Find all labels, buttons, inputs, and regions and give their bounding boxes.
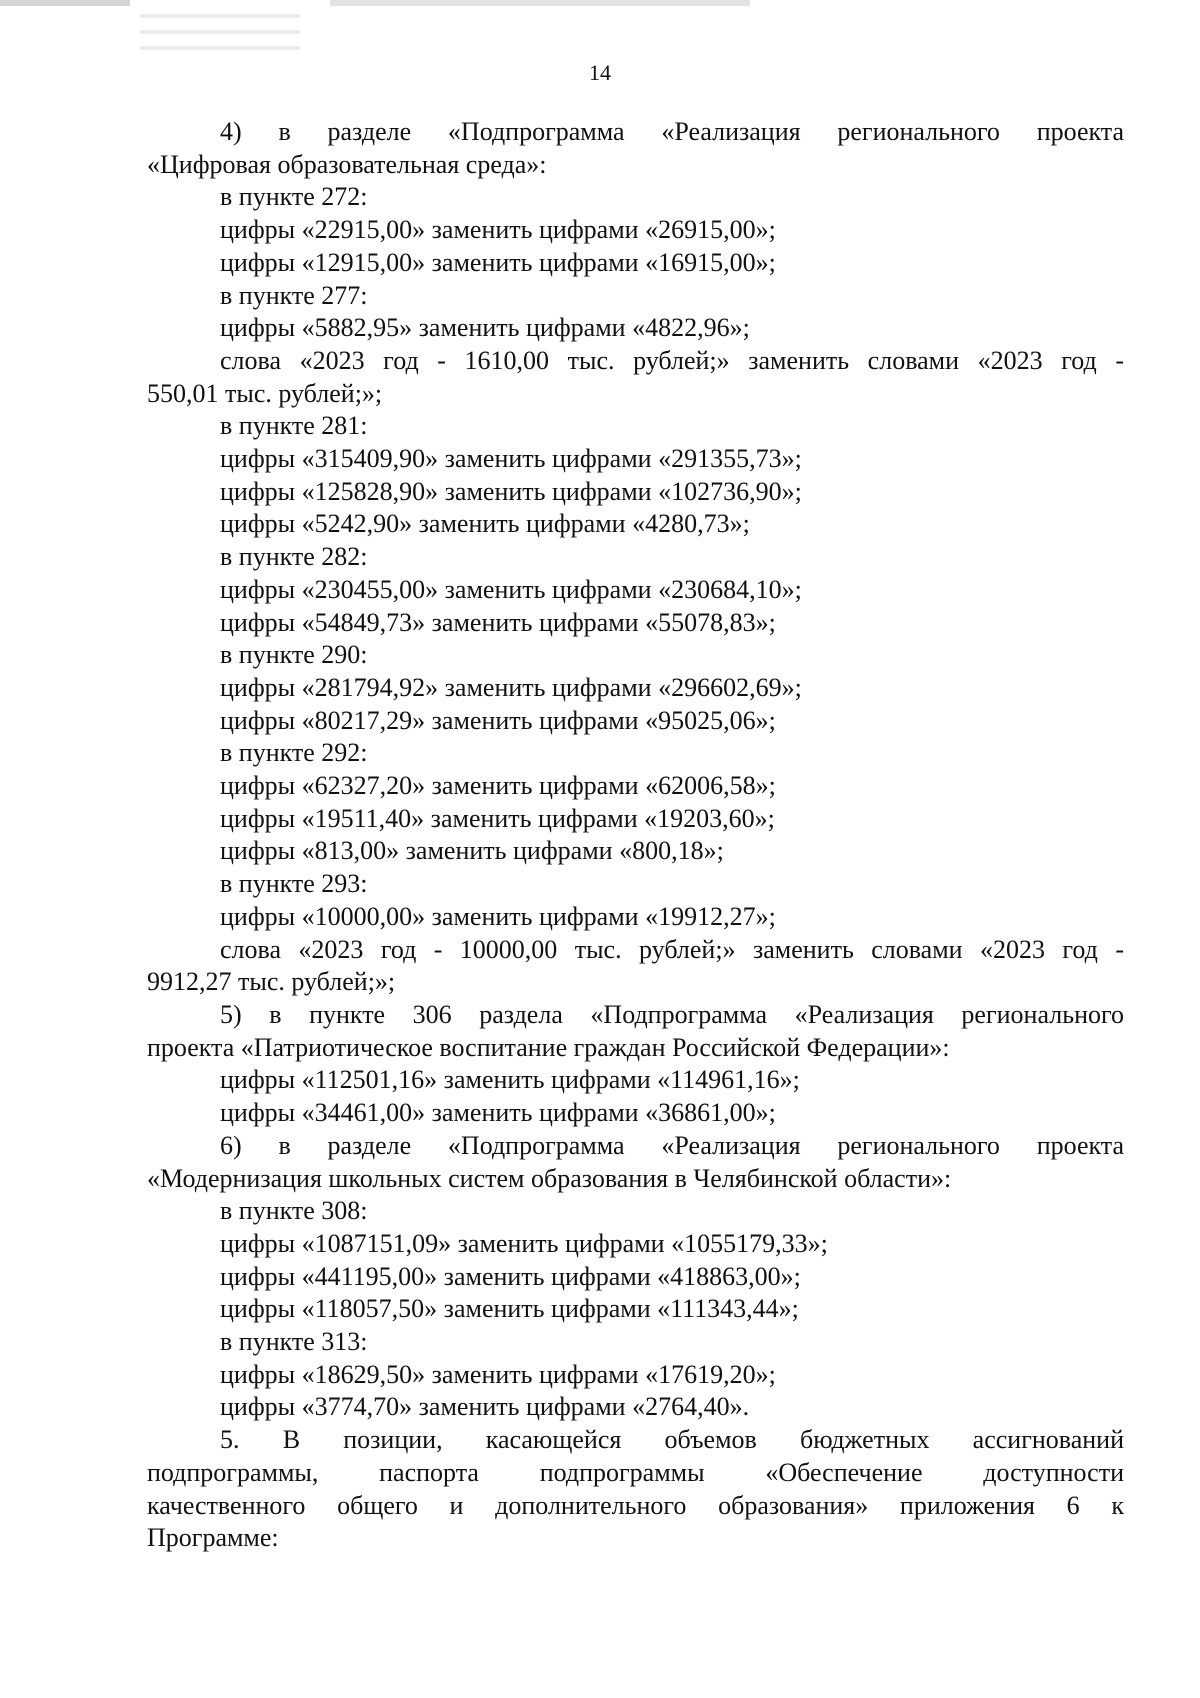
text-line: цифры «441195,00» заменить цифрами «418863,00»;	[220, 1261, 801, 1291]
paragraph	[147, 1326, 1124, 1359]
text-line: «Модернизация школьных систем образования в Челябинской области»:	[147, 1163, 952, 1193]
text-line: цифры «112501,16» заменить цифрами «114961,16»;	[220, 1065, 800, 1095]
paragraph	[147, 1293, 1124, 1326]
text-line: качественного общего и дополнительного образования» приложения 6 к	[147, 1490, 1124, 1520]
text-line: цифры «125828,90» заменить цифрами «102736,90»;	[220, 476, 802, 506]
scan-artifact	[0, 0, 130, 6]
paragraph	[147, 1228, 1124, 1261]
paragraph	[147, 1424, 1124, 1555]
text-line: цифры «1087151,09» заменить цифрами «1055179,33»;	[220, 1228, 828, 1258]
paragraph	[147, 803, 1124, 836]
text-line: цифры «10000,00» заменить цифрами «19912,27»;	[220, 901, 776, 931]
text-line: в пункте 313:	[220, 1327, 368, 1357]
text-line: цифры «5882,95» заменить цифрами «4822,96»;	[220, 313, 750, 343]
text-line: 6) в разделе «Подпрограмма «Реализация регионального проекта	[220, 1130, 1124, 1160]
paragraph	[147, 901, 1124, 934]
text-line: в пункте 282:	[220, 542, 368, 572]
scan-artifact	[140, 14, 300, 18]
paragraph	[147, 1064, 1124, 1097]
text-line: в пункте 277:	[220, 280, 368, 310]
paragraph	[147, 116, 1124, 181]
paragraph	[147, 280, 1124, 313]
text-line: цифры «3774,70» заменить цифрами «2764,40».	[220, 1392, 750, 1422]
paragraph	[147, 835, 1124, 868]
paragraph	[147, 574, 1124, 607]
text-line: цифры «34461,00» заменить цифрами «36861,00»;	[220, 1098, 776, 1128]
paragraph	[147, 247, 1124, 280]
paragraph	[147, 934, 1124, 999]
text-line: цифры «62327,20» заменить цифрами «62006,58»;	[220, 771, 776, 801]
paragraph	[147, 312, 1124, 345]
text-line: в пункте 281:	[220, 411, 368, 441]
paragraph	[147, 443, 1124, 476]
scan-artifact	[330, 0, 750, 6]
text-line: в пункте 290:	[220, 640, 368, 670]
text-line: в пункте 308:	[220, 1196, 368, 1226]
text-line: Программе:	[147, 1523, 279, 1553]
text-line: цифры «118057,50» заменить цифрами «111343,44»;	[220, 1294, 799, 1324]
text-line: цифры «813,00» заменить цифрами «800,18»;	[220, 836, 724, 866]
text-line: цифры «22915,00» заменить цифрами «26915,00»;	[220, 215, 776, 245]
paragraph	[147, 868, 1124, 901]
paragraph	[147, 541, 1124, 574]
paragraph	[147, 770, 1124, 803]
page-number: 14	[589, 60, 611, 85]
text-line: слова «2023 год - 1610,00 тыс. рублей;» заменить словами «2023 год -	[220, 345, 1124, 375]
paragraph	[147, 607, 1124, 640]
paragraph	[147, 1261, 1124, 1294]
paragraph	[147, 345, 1124, 410]
paragraph	[147, 410, 1124, 443]
document-body	[147, 116, 1124, 1555]
text-line: подпрограммы, паспорта подпрограммы «Обеспечение доступности	[147, 1457, 1124, 1487]
text-line: цифры «54849,73» заменить цифрами «55078,83»;	[220, 607, 776, 637]
paragraph	[147, 999, 1124, 1064]
text-line: 5) в пункте 306 раздела «Подпрограмма «Реализация регионального	[220, 999, 1124, 1029]
text-line: 5. В позиции, касающейся объемов бюджетных ассигнований	[220, 1425, 1124, 1455]
text-line: цифры «80217,29» заменить цифрами «95025,06»;	[220, 705, 776, 735]
text-line: 550,01 тыс. рублей;»;	[147, 378, 383, 408]
paragraph	[147, 508, 1124, 541]
text-line: цифры «18629,50» заменить цифрами «17619,20»;	[220, 1359, 776, 1389]
text-line: «Цифровая образовательная среда»:	[147, 149, 547, 179]
text-line: цифры «12915,00» заменить цифрами «16915,00»;	[220, 247, 776, 277]
paragraph	[147, 1097, 1124, 1130]
paragraph	[147, 639, 1124, 672]
text-line: цифры «5242,90» заменить цифрами «4280,73»;	[220, 509, 750, 539]
scan-artifact	[140, 46, 300, 50]
paragraph	[147, 1130, 1124, 1195]
paragraph	[147, 1359, 1124, 1392]
text-line: цифры «281794,92» заменить цифрами «296602,69»;	[220, 672, 802, 702]
text-line: цифры «315409,90» заменить цифрами «291355,73»;	[220, 444, 802, 474]
text-line: в пункте 292:	[220, 738, 368, 768]
scan-artifact	[140, 30, 300, 34]
text-line: цифры «230455,00» заменить цифрами «230684,10»;	[220, 574, 802, 604]
paragraph	[147, 672, 1124, 705]
paragraph	[147, 214, 1124, 247]
paragraph	[147, 181, 1124, 214]
text-line: цифры «19511,40» заменить цифрами «19203,60»;	[220, 803, 775, 833]
text-line: в пункте 272:	[220, 182, 368, 212]
paragraph	[147, 705, 1124, 738]
paragraph	[147, 737, 1124, 770]
paragraph	[147, 476, 1124, 509]
text-line: проекта «Патриотическое воспитание граждан Российской Федерации»:	[147, 1032, 950, 1062]
text-line: 9912,27 тыс. рублей;»;	[147, 967, 396, 997]
paragraph	[147, 1391, 1124, 1424]
text-line: 4) в разделе «Подпрограмма «Реализация регионального проекта	[220, 117, 1124, 146]
paragraph	[147, 1195, 1124, 1228]
text-line: слова «2023 год - 10000,00 тыс. рублей;» заменить словами «2023 год -	[220, 934, 1124, 964]
text-line: в пункте 293:	[220, 869, 368, 899]
